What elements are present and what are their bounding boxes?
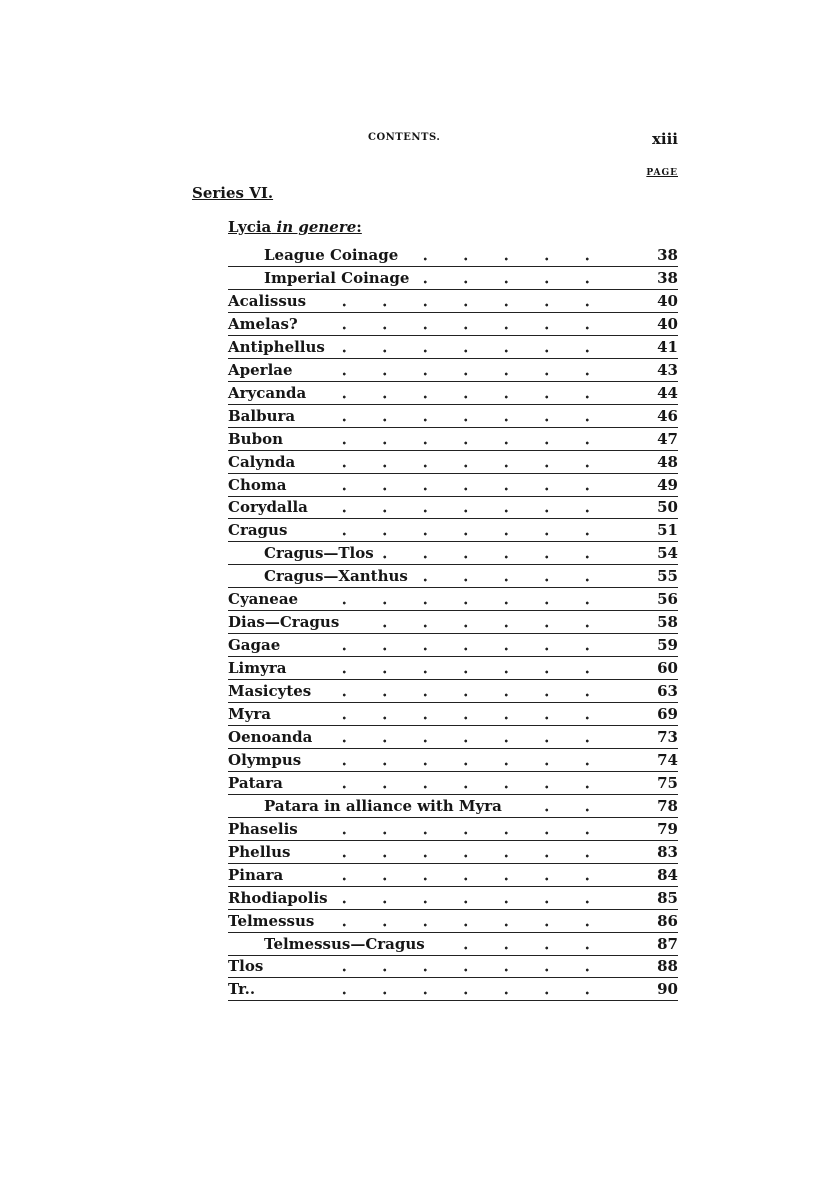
toc-entry[interactable]: [228, 611, 678, 634]
toc-entry-page: 75: [657, 773, 678, 792]
toc-entry-page: 85: [657, 888, 678, 907]
dot-leader: [324, 990, 618, 996]
toc-entry[interactable]: [228, 841, 678, 864]
toc-entry-name: Rhodiapolis: [228, 888, 328, 907]
toc-entry-page: 78: [657, 796, 678, 815]
dot-leader: [324, 922, 618, 928]
group-heading-italic: in genere: [276, 218, 357, 236]
toc-entry-name: Oenoanda: [228, 727, 313, 746]
toc-entry-name: Olympus: [228, 750, 302, 769]
toc-entry-page: 38: [657, 268, 678, 287]
toc-entry-name: Tlos: [228, 957, 264, 976]
toc-entry-name: Pinara: [228, 865, 284, 884]
toc-entry[interactable]: [228, 726, 678, 749]
dot-leader: [433, 945, 618, 951]
dot-leader: [324, 394, 618, 400]
toc-entry-page: 38: [657, 246, 678, 264]
group-heading-name: Lycia: [228, 218, 272, 236]
toc-entry-name: Phellus: [228, 842, 291, 861]
toc-entry-page: 43: [657, 360, 678, 379]
dot-leader: [382, 554, 618, 560]
running-title: CONTENTS.: [368, 132, 441, 143]
toc-entry-page: 73: [657, 727, 678, 746]
toc-entry-page: 83: [657, 842, 678, 861]
toc-entry-name: League Coinage: [264, 246, 399, 264]
toc-entry[interactable]: [228, 336, 678, 359]
toc-entry-name: Tr..: [228, 980, 256, 999]
toc-entry[interactable]: [228, 818, 678, 841]
dot-leader: [416, 577, 618, 583]
toc-entry[interactable]: [228, 795, 678, 818]
toc-entry[interactable]: [228, 955, 678, 978]
toc-entry[interactable]: [228, 978, 678, 1001]
toc-entry-page: 55: [657, 567, 678, 586]
toc-entry[interactable]: [228, 634, 678, 657]
toc-entry[interactable]: [228, 703, 678, 726]
toc-entry[interactable]: [228, 428, 678, 451]
toc-entry-name: Arycanda: [228, 383, 307, 402]
toc-entry-page: 88: [657, 957, 678, 976]
toc-entry[interactable]: [228, 267, 678, 290]
toc-entry-page: 40: [657, 291, 678, 310]
toc-entry-name: Limyra: [228, 659, 287, 678]
toc-entry-page: 40: [657, 314, 678, 333]
toc-entry-page: 84: [657, 865, 678, 884]
page-column-label: PAGE: [646, 168, 678, 178]
folio-number: xiii: [651, 130, 678, 148]
toc-entry-name: Gagae: [228, 636, 281, 655]
toc-entry-name: Myra: [228, 705, 271, 723]
dot-leader: [324, 508, 618, 514]
toc-entry[interactable]: [228, 290, 678, 313]
dot-leader: [324, 600, 618, 606]
dot-leader: [324, 853, 618, 859]
toc-entry-name: Telmessus: [228, 911, 315, 930]
toc-entry-name: Cragus: [228, 521, 288, 540]
toc-entry[interactable]: [228, 244, 678, 267]
dot-leader: [406, 256, 618, 262]
toc-entry-page: 86: [657, 911, 678, 930]
group-heading-suffix: :: [356, 218, 362, 236]
dot-leader: [417, 279, 618, 285]
toc-entry[interactable]: [228, 910, 678, 933]
dot-leader: [324, 646, 618, 652]
toc-entry-name: Cragus—Tlos: [264, 544, 374, 563]
toc-entry-name: Corydalla: [228, 498, 308, 517]
toc-entry-name: Aperlae: [228, 360, 293, 379]
toc-entry-page: 90: [657, 980, 678, 999]
dot-leader: [510, 807, 618, 813]
toc-entry-name: Antiphellus: [228, 337, 325, 356]
toc-entry-name: Masicytes: [228, 682, 312, 701]
toc-entry[interactable]: [228, 657, 678, 680]
toc-entry-name: Imperial Coinage: [264, 268, 410, 287]
toc-entry-name: Dias—Cragus: [228, 613, 340, 632]
toc-entry-page: 69: [657, 705, 678, 723]
toc-entry-page: 58: [657, 613, 678, 632]
toc-entry-page: 87: [657, 934, 678, 953]
toc-entry-name: Choma: [228, 475, 287, 494]
group-heading: [228, 218, 362, 236]
dot-leader: [324, 531, 618, 537]
toc-entry[interactable]: [228, 496, 678, 519]
dot-leader: [324, 830, 618, 836]
series-heading: Series VI.: [192, 184, 274, 202]
dot-leader: [324, 463, 618, 469]
dot-leader: [324, 761, 618, 767]
toc-entry[interactable]: [228, 933, 678, 956]
toc-entry[interactable]: [228, 359, 678, 382]
running-head: [0, 132, 840, 150]
dot-leader: [336, 899, 618, 905]
toc-entry-page: 44: [657, 383, 678, 402]
toc-entry[interactable]: [228, 382, 678, 405]
dot-leader: [324, 302, 618, 308]
toc-entry-name: Telmessus—Cragus: [264, 934, 425, 953]
toc-entry-page: 60: [657, 659, 678, 678]
toc-entry[interactable]: [228, 588, 678, 611]
dot-leader: [324, 876, 618, 882]
toc-entry-name: Acalissus: [228, 291, 307, 310]
toc-entry-page: 54: [657, 544, 678, 563]
dot-leader: [324, 692, 618, 698]
toc-entry-name: Calynda: [228, 452, 296, 471]
toc-entry-page: 74: [657, 750, 678, 769]
toc-entry[interactable]: [228, 565, 678, 588]
toc-entry-name: Bubon: [228, 429, 283, 448]
toc-entry-page: 79: [657, 819, 678, 838]
toc-entry-name: Patara in alliance with Myra: [264, 796, 502, 815]
dot-leader: [324, 967, 618, 973]
toc-entry-page: 47: [657, 429, 678, 448]
toc-entry[interactable]: [228, 474, 678, 497]
toc-entry-page: 49: [657, 475, 678, 494]
dot-leader: [324, 417, 618, 423]
toc-entry-page: 46: [657, 406, 678, 425]
dot-leader: [324, 440, 618, 446]
toc-entry-page: 51: [657, 521, 678, 540]
dot-leader: [324, 669, 618, 675]
toc-entry-name: Cyaneae: [228, 590, 299, 609]
dot-leader: [324, 784, 618, 790]
toc-entry[interactable]: [228, 519, 678, 542]
toc-entry[interactable]: [228, 451, 678, 474]
toc-entry-name: Cragus—Xanthus: [264, 567, 408, 586]
toc-entry-name: Patara: [228, 773, 283, 792]
toc-entry[interactable]: [228, 864, 678, 887]
toc-entry-page: 63: [657, 682, 678, 701]
toc-entry[interactable]: [228, 887, 678, 910]
dot-leader: [333, 348, 618, 354]
dot-leader: [324, 486, 618, 492]
toc-entry-page: 41: [657, 337, 678, 356]
toc-entry-page: 48: [657, 452, 678, 471]
toc-entry-page: 59: [657, 636, 678, 655]
toc-entry-name: Phaselis: [228, 819, 298, 838]
dot-leader: [347, 623, 618, 629]
toc-entry[interactable]: [228, 680, 678, 703]
dot-leader: [324, 325, 618, 331]
toc-entry[interactable]: [228, 405, 678, 428]
toc-entry-name: Balbura: [228, 406, 296, 425]
toc-entry[interactable]: [228, 542, 678, 565]
dot-leader: [324, 371, 618, 377]
toc-entry[interactable]: [228, 749, 678, 772]
toc-entry-name: Amelas?: [228, 314, 298, 333]
toc-entry-page: 50: [657, 498, 678, 517]
toc-entry-page: 56: [657, 590, 678, 609]
toc-entry[interactable]: [228, 772, 678, 795]
dot-leader: [324, 738, 618, 744]
toc-entry[interactable]: [228, 313, 678, 336]
dot-leader: [324, 715, 618, 721]
